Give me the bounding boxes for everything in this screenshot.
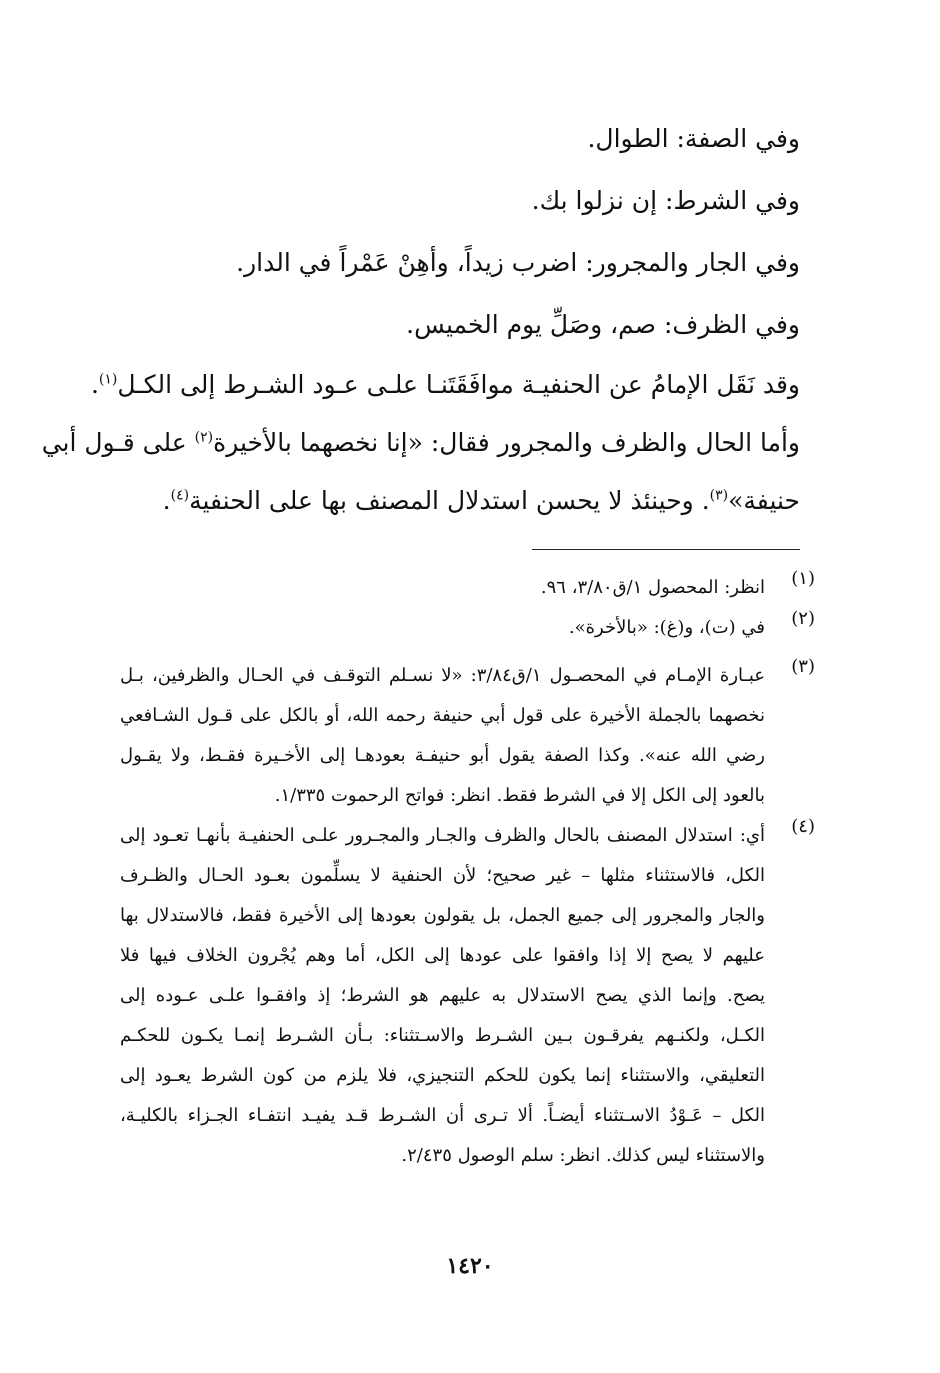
paragraph-text: وقد نَقَل الإمامُ عن الحنفيـة موافَقَتَنـا علـى عـود الشـرط إلى الكـل xyxy=(117,370,800,399)
footnote-ref-2[interactable]: (٢) xyxy=(194,429,214,446)
paragraph-text: حنيفة» xyxy=(728,486,800,515)
main-line-3: وفي الجار والمجرور: اضرب زيداً، وأهِنْ عَمْراً في الدار. xyxy=(236,248,800,277)
footnote-1 xyxy=(120,568,815,608)
paragraph-line-2 xyxy=(41,414,800,472)
footnote-line: في (ت)، و(غ): «بالأخرة». xyxy=(568,617,765,638)
paragraph-line-3 xyxy=(120,472,800,530)
paragraph-text: وأما الحال والظرف والمجرور فقال: «إنا نخصهما بالأخيرة xyxy=(213,428,800,457)
footnote-line: أي: استدلال المصنف بالحال والظرف والجـار والمجـرور علـى الحنفيـة بأنهـا تعـود إلى xyxy=(120,825,765,846)
footnote-number: (٤) xyxy=(791,816,815,837)
footnote-line: والجار والمجرور إلى جميع الجمل، بل يقولون بعودها إلى الأخيرة فقط، فالاستدلال بها xyxy=(120,905,765,926)
footnote-line: عبـارة الإمـام في المحصـول ١/ق٣/٨٤: «لا نسـلم التوقـف في الحـال والظرفين، بـل xyxy=(120,665,765,686)
footnote-line: نخصهما بالجملة الأخيرة على قول أبي حنيفة رحمه الله، أو بالكل على قـول الشـافعي xyxy=(120,705,765,726)
footnote-ref-3[interactable]: (٣) xyxy=(709,487,729,504)
footnote-line: الكل، فالاستثناء مثلها – غير صحيح؛ لأن الحنفية لا يسلِّمون بعـود الحـال والظـرف xyxy=(120,865,765,886)
footnote-line: يصح. وإنما الذي يصح الاستدلال به عليهم هو الشرط؛ إذ وافقـوا علـى عـوده إلى xyxy=(120,985,765,1006)
paragraph-line-1 xyxy=(90,356,800,414)
paragraph-text: . وحينئذ لا يحسن استدلال المصنف بها على الحنفية xyxy=(189,486,710,515)
footnote-line: والاستثناء ليس كذلك. انظر: سلم الوصول ٢/٤٣٥. xyxy=(401,1145,765,1166)
footnote-4 xyxy=(120,816,815,1176)
footnote-line: رضي الله عنه». وكذا الصفة يقول أبو حنيفـة بعودهـا إلى الأخـيرة فقـط، ولا يقـول xyxy=(120,745,765,766)
footnote-number: (١) xyxy=(791,568,815,589)
footnote-number: (٣) xyxy=(791,656,815,677)
footnote-2 xyxy=(120,608,815,648)
footnote-3 xyxy=(120,656,815,816)
footnote-gap xyxy=(120,648,815,656)
footnote-line: الكل – عَـوْدُ الاسـتثناء أيضـاً. ألا تـرى أن الشـرط قـد يفيـد انتفـاء الجـزاء بالكليـة، xyxy=(120,1105,765,1126)
main-line-2: وفي الشرط: إن نزلوا بك. xyxy=(531,186,800,215)
paragraph-text: على قـول أبي xyxy=(41,428,195,457)
footnote-line: انظر: المحصول ١/ق٣/٨٠، ٩٦. xyxy=(540,577,765,598)
footnote-line: الكـل، ولكنـهم يفرقـون بـين الشـرط والاسـتثناء: بـأن الشـرط إنمـا يكـون للحكـم xyxy=(120,1025,765,1046)
page-number: ١٤٢٠ xyxy=(446,1253,494,1279)
footnote-line: بالعود إلى الكل إلا في الشرط فقط. انظر: فواتح الرحموت ١/٣٣٥. xyxy=(274,785,765,806)
main-text xyxy=(41,108,800,530)
footnote-line: التعليقي، والاستثناء إنما يكون للحكم التنجيزي، فلا يلزم من كون الشرط يعـود إلى xyxy=(120,1065,765,1086)
footnote-ref-4[interactable]: (٤) xyxy=(170,487,190,504)
paragraph-punct: . xyxy=(90,370,99,399)
main-line-4: وفي الظرف: صم، وصَلِّ يوم الخميس. xyxy=(406,310,800,339)
paragraph-punct: . xyxy=(162,486,171,515)
footnote-ref-1[interactable]: (١) xyxy=(98,371,118,388)
footnote-separator xyxy=(532,549,800,550)
main-line-1: وفي الصفة: الطوال. xyxy=(587,124,800,153)
footnotes xyxy=(120,568,815,1176)
footnote-line: عليهم لا يصح إلا إذا وافقوا على عودها إلى الكل، أما وهم يُجْرون الخلاف فيها فلا xyxy=(120,945,765,966)
footnote-number: (٢) xyxy=(791,608,815,629)
